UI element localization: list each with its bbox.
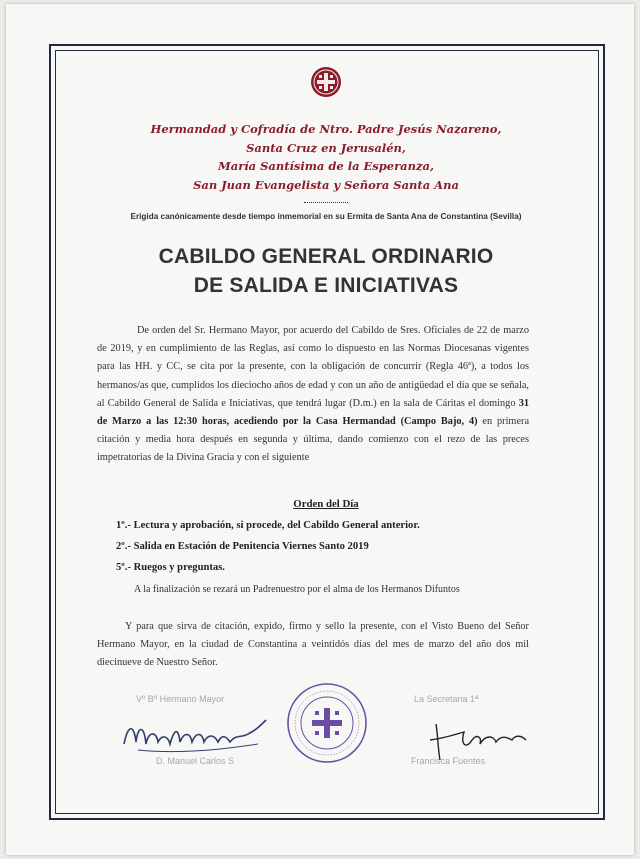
citation-text-1: De orden del Sr. Hermano Mayor, por acuerdo del Cabildo de Sres. Oficiales de 22 de marzo de 2019, y en cumplimiento de las Reglas, así como lo dispuesto en las Normas Diocesanas vigentes para las HH. y CC, se cita por la presente, con la obligación de concurrir (Regla 46ª), a todos los hermanos/as que, cumplidos los dieciocho años de edad y con un año de antigüedad el día que se señala, al Cabildo General de Salida e Iniciativas, que tendrá lugar (D.m.) en la sala de Cáritas el domingo	[97, 325, 529, 409]
document-title	[66, 242, 586, 300]
meeting-hours-text: horas, acediendo por la	[197, 416, 316, 428]
document-page	[6, 4, 634, 855]
canonical-subtitle: Erigida canónicamente desde tiempo inmemorial en su Ermita de Santa Ana de Constantina (Sevilla)	[130, 212, 522, 221]
brotherhood-line: San Juan Evangelista y Señora Santa Ana	[193, 177, 459, 192]
title-line-2: DE SALIDA E INICIATIVAS	[193, 274, 459, 297]
finalization-note: A la finalización se rezará un Padrenuestro por el alma de los Hermanos Difuntos	[134, 584, 460, 595]
meeting-place: Casa Hermandad (Campo Bajo, 4)	[315, 416, 478, 428]
agenda-item: 2º.- Salida en Estación de Penitencia Viernes Santo 2019	[116, 541, 369, 552]
brotherhood-line: María Santísima de la Esperanza,	[218, 159, 434, 173]
agenda-item: 5º.- Ruegos y preguntas.	[116, 562, 225, 573]
citation-paragraph	[97, 322, 529, 468]
jerusalem-cross-crest-icon	[310, 66, 342, 98]
left-signature-name: D. Manuel Carlos S	[156, 756, 235, 766]
agenda-title: Orden del Día	[293, 498, 359, 510]
brotherhood-line: Hermandad y Cofradía de Ntro. Padre Jesús Nazareno,	[150, 122, 502, 136]
secretaria-signature-icon	[416, 704, 536, 774]
hermano-mayor-signature-icon	[118, 704, 268, 774]
brotherhood-line: Santa Cruz en Jerusalén,	[246, 140, 406, 155]
closing-text: Y para que sirva de citación, expido, firmo y sello la presente, con el Visto Bueno del Señor Hermano Mayor, en la ciudad de Constantina a veintidós días del mes de marzo del año dos mil diecinueve de Nuestro Señor.	[97, 621, 529, 669]
agenda-item: 1º.- Lectura y aprobación, si procede, del Cabildo General anterior.	[116, 520, 420, 531]
left-signature-caption: Vº Bº Hermano Mayor	[136, 694, 225, 704]
agenda-list	[116, 520, 536, 583]
meeting-date: 31 de Marzo a las 12:30	[97, 397, 529, 428]
brotherhood-name	[116, 120, 536, 194]
right-signature-name: Francisca Fuentes	[411, 756, 486, 766]
title-line-1: CABILDO GENERAL ORDINARIO	[158, 245, 494, 268]
citation-text-3: en primera citación y media hora después en segunda y última, dando comienzo con el rezo de las preces impetratorias de la Divina Gracia y con el siguiente	[97, 416, 530, 464]
dotted-divider	[304, 202, 348, 203]
closing-paragraph	[97, 618, 529, 673]
right-signature-caption: La Secretaria 1ª	[414, 694, 479, 704]
brotherhood-seal-icon	[286, 682, 368, 764]
